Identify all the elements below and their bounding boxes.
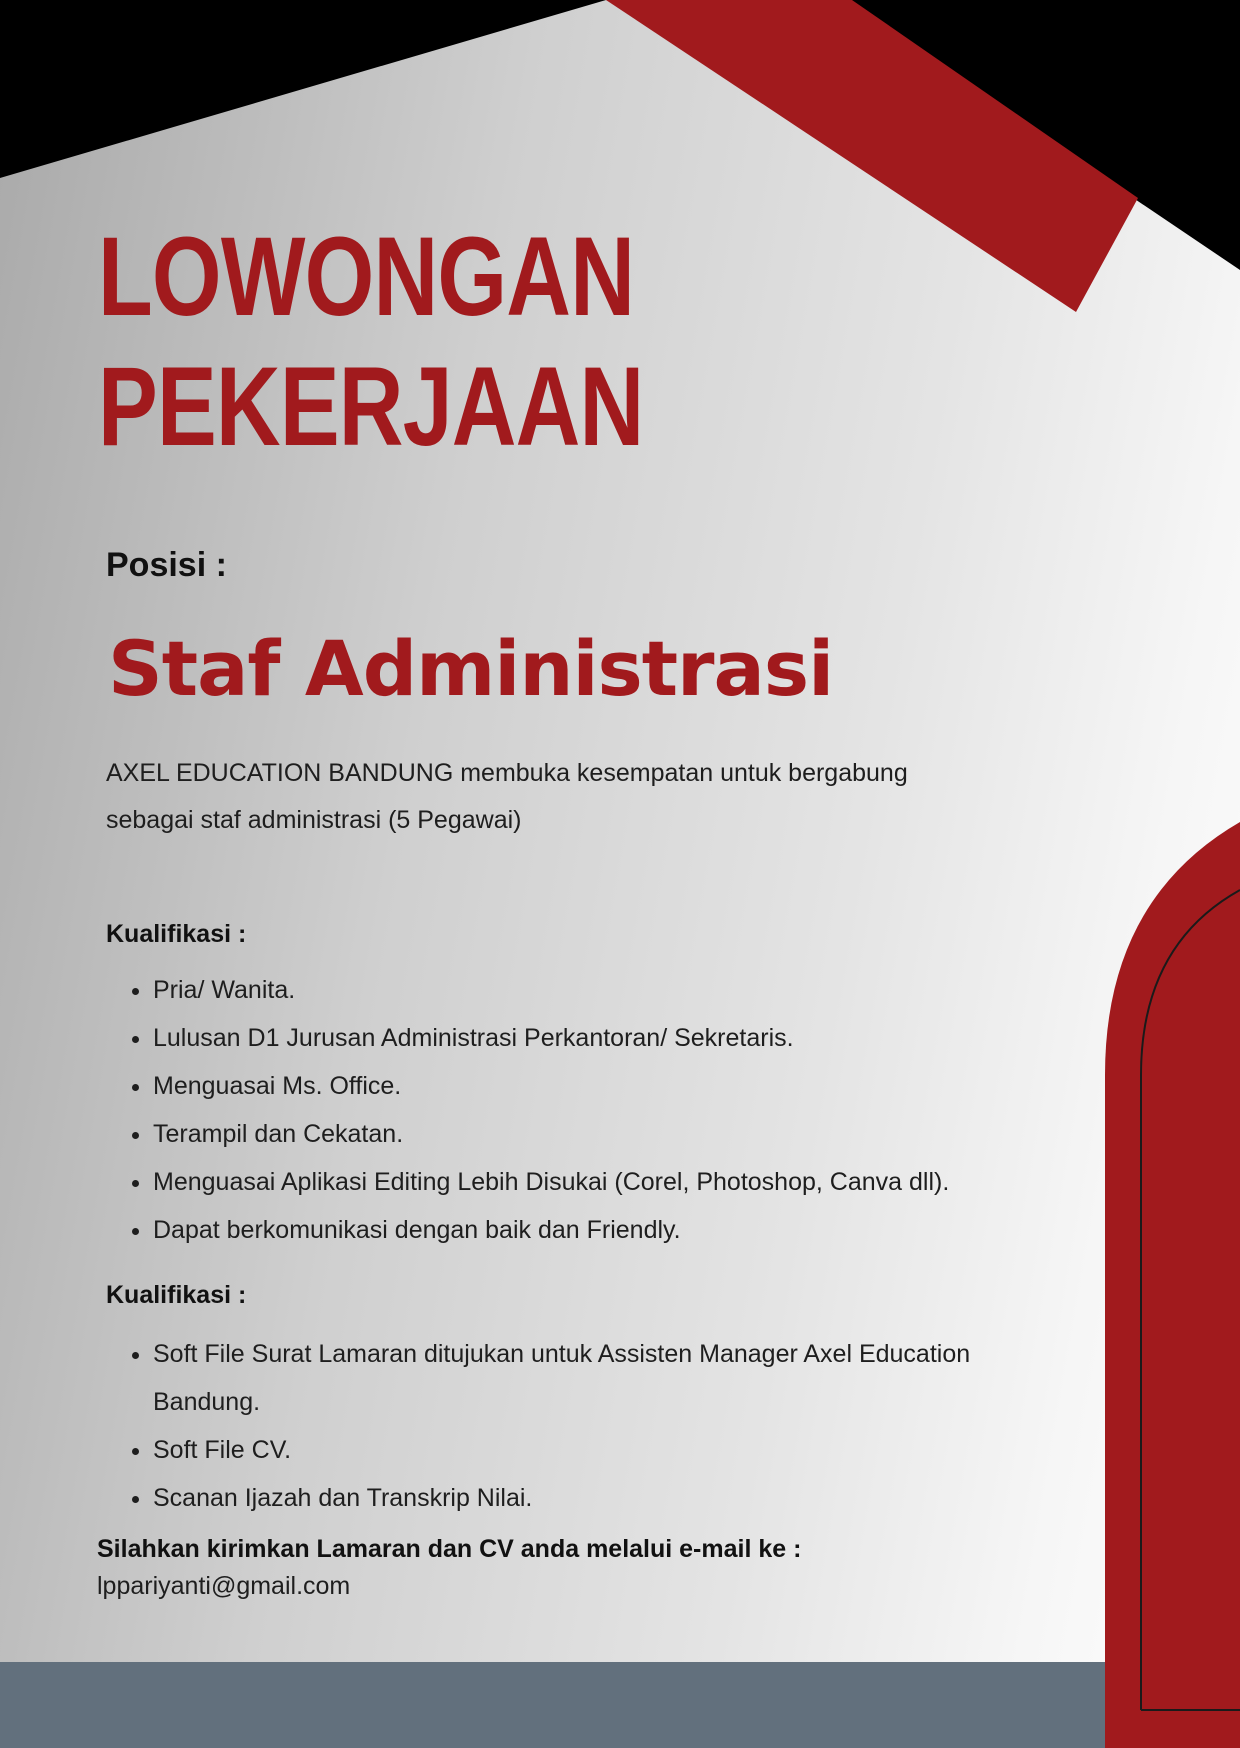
footer-bar — [0, 1662, 1240, 1748]
qualifications-heading: Kualifikasi : — [106, 920, 247, 948]
requirements-heading: Kualifikasi : — [106, 1281, 247, 1309]
title-line-1: LOWONGAN — [98, 214, 635, 339]
list-item: • Terampil dan Cekatan. — [153, 1110, 1133, 1158]
qualifications-list — [106, 966, 1133, 1254]
red-arch-shape — [1105, 822, 1240, 1748]
intro-paragraph: AXEL EDUCATION BANDUNG membuka kesempatan untuk bergabung sebagai staf administrasi (5 Pegawai) — [106, 759, 908, 834]
list-item: • Lulusan D1 Jurusan Administrasi Perkantoran/ Sekretaris. — [153, 1014, 1133, 1062]
requirements-list — [106, 1330, 1013, 1522]
list-item: • Dapat berkomunikasi dengan baik dan Friendly. — [153, 1206, 1133, 1254]
list-item: • Soft File Surat Lamaran ditujukan untuk Assisten Manager Axel Education Bandung. — [153, 1330, 1013, 1426]
call-to-action: Silahkan kirimkan Lamaran dan CV anda melalui e-mail ke : — [97, 1535, 802, 1563]
list-item: • Soft File CV. — [153, 1426, 1013, 1474]
top-black-corner-shape — [0, 0, 606, 178]
list-item: • Pria/ Wanita. — [153, 966, 1133, 1014]
page-title — [98, 212, 643, 472]
position-title: Staf Administrasi — [108, 624, 834, 713]
contact-email-link[interactable]: lppariyanti@gmail.com — [97, 1572, 351, 1600]
position-label: Posisi : — [106, 546, 227, 584]
list-item: • Scanan Ijazah dan Transkrip Nilai. — [153, 1474, 1013, 1522]
title-line-2: PEKERJAAN — [98, 344, 644, 469]
list-item: • Menguasai Aplikasi Editing Lebih Disukai (Corel, Photoshop, Canva dll). — [153, 1158, 1133, 1206]
list-item: • Menguasai Ms. Office. — [153, 1062, 1133, 1110]
